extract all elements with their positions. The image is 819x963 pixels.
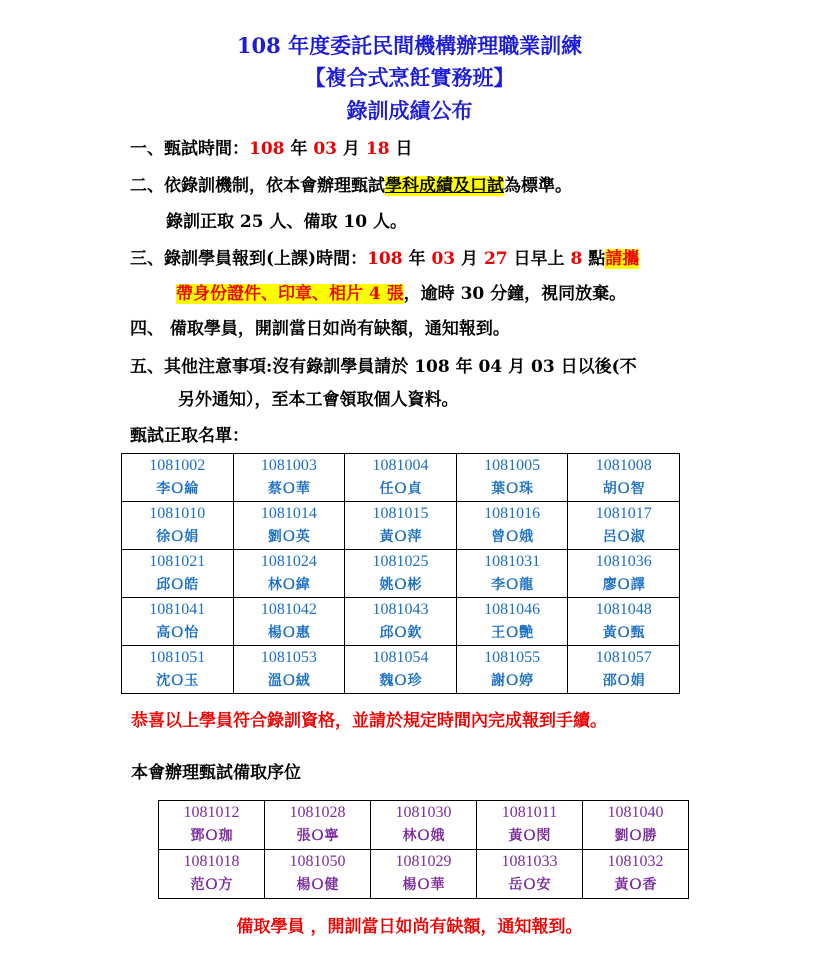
table-cell (456, 646, 568, 694)
table-cell (265, 850, 371, 899)
table-cell (371, 850, 477, 899)
item-5-continued: 另外通知），至本工會領取個人資料。 (178, 390, 459, 410)
student-name: 李Ｏ龍 (491, 576, 534, 593)
student-name: 黃Ｏ甄 (602, 624, 645, 641)
table-cell (122, 454, 234, 502)
table-cell (568, 646, 680, 694)
student-id: 1081010 (149, 504, 206, 522)
student-name: 徐Ｏ娟 (156, 528, 199, 545)
student-id: 1081055 (484, 648, 541, 666)
student-id: 1081040 (607, 804, 664, 821)
student-name: 葉Ｏ珠 (491, 480, 534, 497)
student-id: 1081014 (260, 504, 317, 522)
admitted-heading: 甄試正取名單： (130, 426, 249, 446)
student-id: 1081015 (372, 504, 429, 522)
table-cell (568, 454, 680, 502)
table-row (122, 550, 680, 598)
student-id: 1081028 (289, 804, 346, 821)
student-id: 1081051 (149, 648, 206, 666)
student-id: 1081032 (607, 853, 664, 870)
student-id: 1081033 (501, 853, 558, 870)
table-cell (122, 550, 234, 598)
student-id: 1081004 (372, 456, 429, 474)
item-2-quota: 錄訓正取 25 人、備取 10 人。 (166, 212, 407, 232)
student-name: 范Ｏ方 (190, 877, 233, 893)
admitted-table-body (122, 454, 680, 694)
student-id: 1081042 (260, 600, 317, 618)
student-name: 邵Ｏ娟 (602, 672, 645, 689)
table-row (122, 646, 680, 694)
table-cell (345, 598, 457, 646)
student-name: 鄧Ｏ珈 (190, 828, 233, 844)
table-cell (345, 502, 457, 550)
student-id: 1081002 (149, 456, 206, 474)
table-cell (456, 502, 568, 550)
student-name: 黃Ｏ閔 (508, 828, 551, 844)
table-cell (159, 850, 265, 899)
student-name: 林Ｏ緯 (267, 576, 310, 593)
title-line-2: 【複合式烹飪實務班】 (304, 65, 515, 90)
student-name: 廖Ｏ譯 (602, 576, 645, 593)
table-cell (583, 801, 689, 850)
student-name: 蔡Ｏ華 (267, 480, 310, 497)
table-cell (456, 454, 568, 502)
student-name: 胡Ｏ智 (602, 480, 645, 497)
student-name: 高Ｏ怡 (156, 624, 199, 641)
student-id: 1081041 (149, 600, 206, 618)
exam-month: 03 (313, 139, 338, 159)
student-name: 呂Ｏ淑 (602, 528, 645, 545)
student-name: 楊Ｏ健 (296, 877, 339, 893)
table-cell (568, 550, 680, 598)
student-name: 岳Ｏ安 (508, 877, 551, 893)
student-id: 1081003 (260, 456, 317, 474)
admitted-table (121, 453, 680, 694)
student-id: 1081025 (372, 552, 429, 570)
item-3-continued: 帶身份證件、印章、相片 4 張，逾時 30 分鐘，視同放棄。 (176, 284, 627, 304)
student-name: 邱Ｏ欽 (379, 624, 422, 641)
table-cell (456, 550, 568, 598)
student-id: 1081046 (484, 600, 541, 618)
student-id: 1081017 (595, 504, 652, 522)
student-id: 1081057 (595, 648, 652, 666)
item-3-report-time: 三、錄訓學員報到(上課)時間：108 年 03 月 27 日早上 8 點請攜 (130, 249, 640, 269)
table-cell (265, 801, 371, 850)
student-id: 1081024 (260, 552, 317, 570)
student-name: 曾Ｏ娥 (491, 528, 534, 545)
student-id: 1081036 (595, 552, 652, 570)
student-name: 楊Ｏ惠 (267, 624, 310, 641)
student-name: 楊Ｏ華 (402, 877, 445, 893)
table-cell (159, 801, 265, 850)
student-name: 任Ｏ貞 (379, 480, 422, 497)
table-cell (477, 801, 583, 850)
table-cell (345, 454, 457, 502)
student-id: 1081053 (260, 648, 317, 666)
student-name: 劉Ｏ英 (267, 528, 310, 545)
table-cell (345, 550, 457, 598)
student-id: 1081054 (372, 648, 429, 666)
student-id: 1081005 (484, 456, 541, 474)
student-id: 1081012 (183, 804, 240, 821)
student-name: 沈Ｏ玉 (156, 672, 199, 689)
student-id: 1081011 (501, 804, 558, 821)
waitlist-table-body (159, 801, 689, 899)
student-name: 黃Ｏ香 (614, 877, 657, 893)
student-name: 李Ｏ綸 (156, 480, 199, 497)
criteria-highlight: 學科成績及口試 (385, 176, 504, 196)
student-id: 1081021 (149, 552, 206, 570)
table-cell (233, 598, 345, 646)
table-cell (122, 646, 234, 694)
footer-note: 備取學員 ，開訓當日如尚有缺額，通知報到。 (236, 917, 583, 937)
table-row (159, 850, 689, 899)
congrats-note: 恭喜以上學員符合錄訓資格，並請於規定時間內完成報到手續。 (131, 711, 607, 731)
table-cell (456, 598, 568, 646)
table-cell (345, 646, 457, 694)
table-cell (122, 502, 234, 550)
table-cell (122, 598, 234, 646)
student-name: 黃Ｏ萍 (379, 528, 422, 545)
student-name: 謝Ｏ婷 (491, 672, 534, 689)
student-name: 溫Ｏ絨 (267, 672, 310, 689)
student-id: 1081030 (395, 804, 452, 821)
student-name: 劉Ｏ勝 (614, 828, 657, 844)
table-row (122, 502, 680, 550)
student-id: 1081048 (595, 600, 652, 618)
table-cell (233, 550, 345, 598)
student-id: 1081008 (595, 456, 652, 474)
exam-day: 18 (365, 139, 390, 159)
student-name: 林Ｏ娥 (402, 828, 445, 844)
student-id: 1081018 (183, 853, 240, 870)
item-4-waitlist-note: 四、 備取學員，開訓當日如尚有缺額，通知報到。 (130, 319, 510, 339)
student-name: 邱Ｏ皓 (156, 576, 199, 593)
student-name: 王Ｏ艷 (491, 624, 534, 641)
bring-items-highlight-1: 請攜 (605, 249, 640, 269)
table-row (122, 454, 680, 502)
title-line-3: 錄訓成績公布 (346, 98, 473, 123)
student-id: 1081016 (484, 504, 541, 522)
student-id: 1081050 (289, 853, 346, 870)
table-cell (568, 502, 680, 550)
student-name: 張Ｏ寧 (296, 828, 339, 844)
item-5-other-notes: 五、其他注意事項:沒有錄訓學員請於 108 年 04 月 03 日以後(不 (130, 357, 637, 377)
item-2-criteria: 二、依錄訓機制，依本會辦理甄試學科成績及口試為標準。 (130, 176, 572, 196)
bring-items-highlight-2: 帶身份證件、印章、相片 4 張 (176, 284, 404, 304)
table-cell (233, 502, 345, 550)
table-cell (568, 598, 680, 646)
table-row (159, 801, 689, 850)
item-1-exam-time: 一、甄試時間：108 年 03 月 18 日 (130, 139, 413, 159)
table-cell (233, 454, 345, 502)
table-cell (477, 850, 583, 899)
student-name: 姚Ｏ彬 (379, 576, 422, 593)
table-cell (583, 850, 689, 899)
waitlist-heading: 本會辦理甄試備取序位 (131, 763, 301, 783)
waitlist-table (158, 800, 689, 899)
student-id: 1081043 (372, 600, 429, 618)
table-cell (371, 801, 477, 850)
exam-year: 108 (249, 139, 285, 159)
title-line-1: 108 年度委託民間機構辦理職業訓練 (236, 33, 583, 58)
student-id: 1081031 (484, 552, 541, 570)
student-name: 魏Ｏ珍 (379, 672, 422, 689)
table-row (122, 598, 680, 646)
student-id: 1081029 (395, 853, 452, 870)
table-cell (233, 646, 345, 694)
